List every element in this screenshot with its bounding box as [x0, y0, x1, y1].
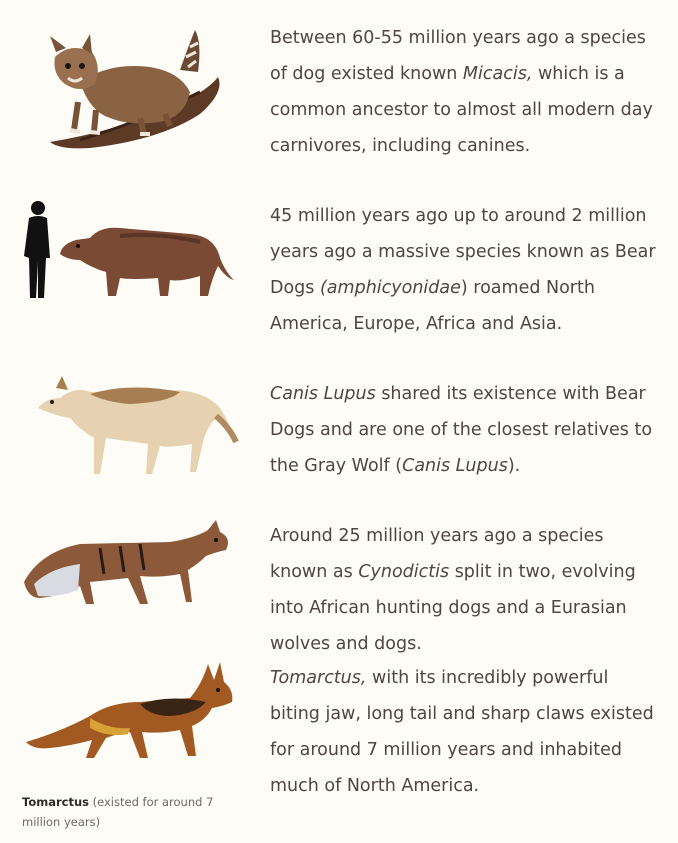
species-name: Tomarctus,: [270, 668, 367, 688]
text-run: split in two, evolving into African hunting dogs and a Eurasian wolves and dogs.: [270, 562, 636, 654]
cynodictis-illustration: [20, 512, 240, 608]
entry-text: [270, 198, 662, 342]
canis-lupus-illustration: [20, 368, 240, 480]
entry-text: [270, 660, 662, 804]
text-run: Around 25 million years ago a species known as: [270, 526, 604, 582]
species-name: Cynodictis: [358, 562, 450, 582]
species-name: Micacis,: [462, 64, 533, 84]
text-run: ).: [507, 456, 521, 476]
bear-dog-with-human-silhouette: [20, 198, 240, 303]
species-name: (amphicyonidae: [319, 278, 461, 298]
entry-text: [270, 518, 662, 662]
tomarctus-caption: [22, 792, 247, 832]
text-run: 45 million years ago up to around 2 million years ago a massive species known as Bear Dogs: [270, 206, 656, 298]
human-silhouette: [24, 201, 50, 298]
text-run: shared its existence with Bear Dogs and are one of the closest relatives to the Gray Wolf (: [270, 384, 653, 476]
tomarctus-illustration: [20, 654, 240, 764]
caption-detail: (existed for around 7 million years): [22, 795, 214, 829]
text-run: with its incredibly powerful biting jaw, long tail and sharp claws existed for around 7 million years and inhabited much of North America.: [270, 668, 654, 796]
text-run: which is a common ancestor to almost all modern day carnivores, including canines.: [270, 64, 653, 156]
text-run: ) roamed North America, Europe, Africa and Asia.: [270, 278, 595, 334]
micacis-illustration: [20, 22, 240, 152]
caption-name: Tomarctus: [22, 795, 89, 809]
species-name: Canis Lupus: [402, 456, 508, 476]
text-run: Between 60-55 million years ago a species of dog existed known: [270, 28, 646, 84]
species-name: Canis Lupus: [270, 384, 376, 404]
entry-text: [270, 20, 662, 164]
entry-text: [270, 376, 662, 484]
